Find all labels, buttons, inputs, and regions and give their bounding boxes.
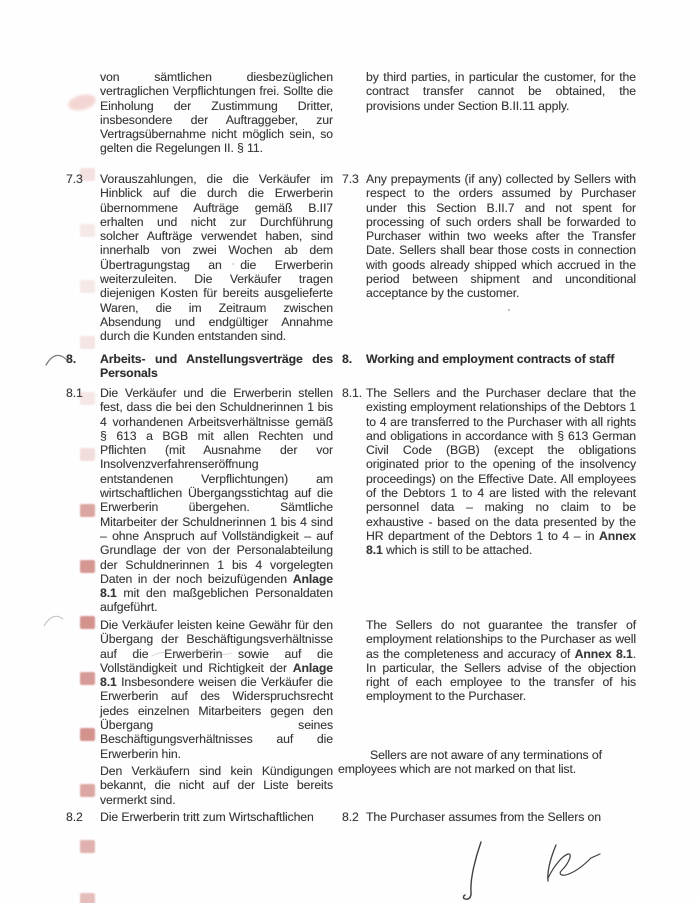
bold-annex-reference: Anlage 8.1: [100, 571, 333, 601]
text-segment: . In particular, the Sellers advise of the objection right of each employee to the transfer of his employment to the Purchaser.: [366, 646, 637, 704]
bold-annex-reference: Annex 8.1: [366, 528, 636, 558]
red-scan-mark: [80, 560, 95, 573]
paragraph-en-81: [366, 386, 636, 558]
section-number-de-82: 8.2: [66, 810, 83, 824]
section-number-en-73: 7.3: [342, 172, 359, 186]
paragraph-de-82: [100, 810, 333, 824]
section-number-de-8: 8.: [66, 352, 77, 366]
pencil-arc-mark: [46, 355, 68, 365]
heading-de-8: Arbeits- und Anstellungsverträge des Personals: [100, 352, 333, 381]
handwritten-initial-scribble: [548, 854, 600, 878]
text-segment: Die Verkäufer und die Erwerberin stellen fest, dass die bei den Schuldnerinnen 1 bis 4 vorhandenen Arbeitsverhältnisse gemäß § 613 a BGB mit allen Rechten und Pflichten (mit Ausnahme der vor Insolvenzverfahrenseröffnung entstandenen Verpflichtungen) am wirtschaftlichen Übergangsstichtag auf die Erwerberin übergehen. Sämtliche Mitarbeiter der Schuldnerinnen 1 bis 4 sind – ohne Anspruch auf Vollständigkeit – auf Grundlage der von der Personalabteilung der Schuldnerinnen 1 bis 4 vorgelegten Daten in der noch beizufügenden: [100, 386, 333, 586]
text-segment: The Sellers do not guarantee the transfer of employment relationships to the Purchaser as well as the completeness and accuracy of: [366, 618, 636, 661]
scan-speck: [508, 309, 510, 311]
section-number-en-8: 8.: [342, 352, 353, 366]
text-segment: Die Verkäufer leisten keine Gewähr für den Übergang der Beschäftigungsverhältnisse auf die Erwerberin sowie auf die Vollständigkeit und Richtigkeit der: [100, 618, 333, 675]
paragraph-de-81-p2: [100, 618, 333, 761]
paragraph-en-81-p3: [338, 748, 636, 777]
paragraph-de-81-p3: [100, 764, 333, 807]
handwritten-initial-stroke: [464, 842, 482, 899]
paragraph-en-73: [366, 172, 636, 301]
red-scan-mark: [80, 893, 95, 903]
text-segment: by third parties, in particular the customer, for the contract transfer cannot be obtained, the provisions under Section B.II.11 apply.: [366, 70, 636, 113]
bold-annex-reference: Annex 8.1: [574, 646, 633, 661]
red-scan-mark: [80, 672, 95, 685]
paragraph-en-82: [366, 810, 636, 824]
red-scan-mark: [80, 728, 95, 741]
paragraph-de-intro: [100, 70, 333, 156]
handwritten-initial-scribble: [548, 845, 556, 881]
heading-en-8: Working and employment contracts of staff: [366, 352, 615, 366]
red-scan-mark: [80, 336, 95, 349]
red-scan-mark: [80, 616, 95, 629]
text-segment: Vorauszahlungen, die die Verkäufer im Hinblick auf die durch die Erwerberin übernommene Aufträge gemäß B.II7 erhalten und nicht zur Durchführung solcher Aufträge verwendet haben, sind innerhalb von zwei Wochen ab dem Übertragungstag an die Erwerberin weiterzuleiten. Die Verkäufer tragen diejenigen Kosten für bereits ausgelieferte Waren, die im Zeitraum zwischen Absendung und endgültiger Annahme durch die Kunden entstanden sind.: [100, 172, 333, 344]
pencil-arc-mark: [44, 616, 63, 626]
text-segment: Die Erwerberin tritt zum Wirtschaftlichen: [100, 810, 314, 824]
text-segment: von sämtlichen diesbezüglichen vertraglichen Verpflichtungen frei. Sollte die Einholung der Zustimmung Dritter, insbesondere der Auftraggeber, zur Vertragsübernahme nicht möglich sein, so gelten die Regelungen II. § 11.: [100, 70, 333, 156]
paragraph-en-81-p2: [366, 618, 636, 704]
text-segment: Any prepayments (if any) collected by Sellers with respect to the orders assumed by Purchaser under this Section B.II.7 and not spent for processing of such orders shall be forwarded to Purchaser within two weeks after the Transfer Date. Sellers shall bear those costs in connection with goods already shipped which accrued in the period between shipment and unconditional acceptance by the customer.: [366, 172, 636, 301]
text-segment: The Sellers and the Purchaser declare that the existing employment relationships of the Debtors 1 to 4 are transferred to the Purchaser with all rights and obligations in accordance with § 613 German Civil Code (BGB) (except the obligations originated prior to the opening of the insolvency proceedings) on the Effective Date. All employees of the Debtors 1 to 4 are listed with the relevant personnel data – making no claim to be exhaustive - based on the data presented by the HR department of the Debtors 1 to 4 – in: [366, 386, 636, 543]
section-number-de-81: 8.1: [66, 386, 83, 400]
red-scan-mark: [80, 784, 95, 797]
text-segment: which is still to be attached.: [382, 543, 533, 558]
text-segment: Sellers are not aware of any terminations of employees which are not marked on that list.: [338, 748, 602, 777]
paragraph-de-81: [100, 386, 333, 615]
text-segment: The Purchaser assumes from the Sellers on: [366, 810, 601, 824]
paragraph-de-73: [100, 172, 333, 344]
section-number-en-81: 8.1.: [342, 386, 363, 400]
bold-annex-reference: Anlage 8.1: [100, 660, 333, 690]
section-number-de-73: 7.3: [66, 172, 83, 186]
red-scan-mark: [80, 448, 95, 461]
red-scan-mark: [80, 224, 95, 237]
text-segment: Insbesondere weisen die Verkäufer die Erwerberin auf des Widerspruchsrecht jedes einzelnen Mitarbeiters gegen den Übergang seines Beschäftigungsverhältnisses auf die Erwerberin hin.: [100, 675, 333, 761]
red-scan-mark: [80, 840, 95, 853]
paragraph-en-intro: [366, 70, 636, 113]
red-scan-mark: [80, 280, 95, 293]
pink-smudge-artifact: [67, 92, 98, 113]
text-segment: Den Verkäufern sind kein Kündigungen bekannt, die nicht auf der Liste bereits vermerkt sind.: [100, 764, 333, 807]
red-scan-mark: [80, 504, 95, 517]
section-number-en-82: 8.2: [342, 810, 359, 824]
text-segment: mit den maßgeblichen Personaldaten aufgeführt.: [100, 586, 333, 615]
